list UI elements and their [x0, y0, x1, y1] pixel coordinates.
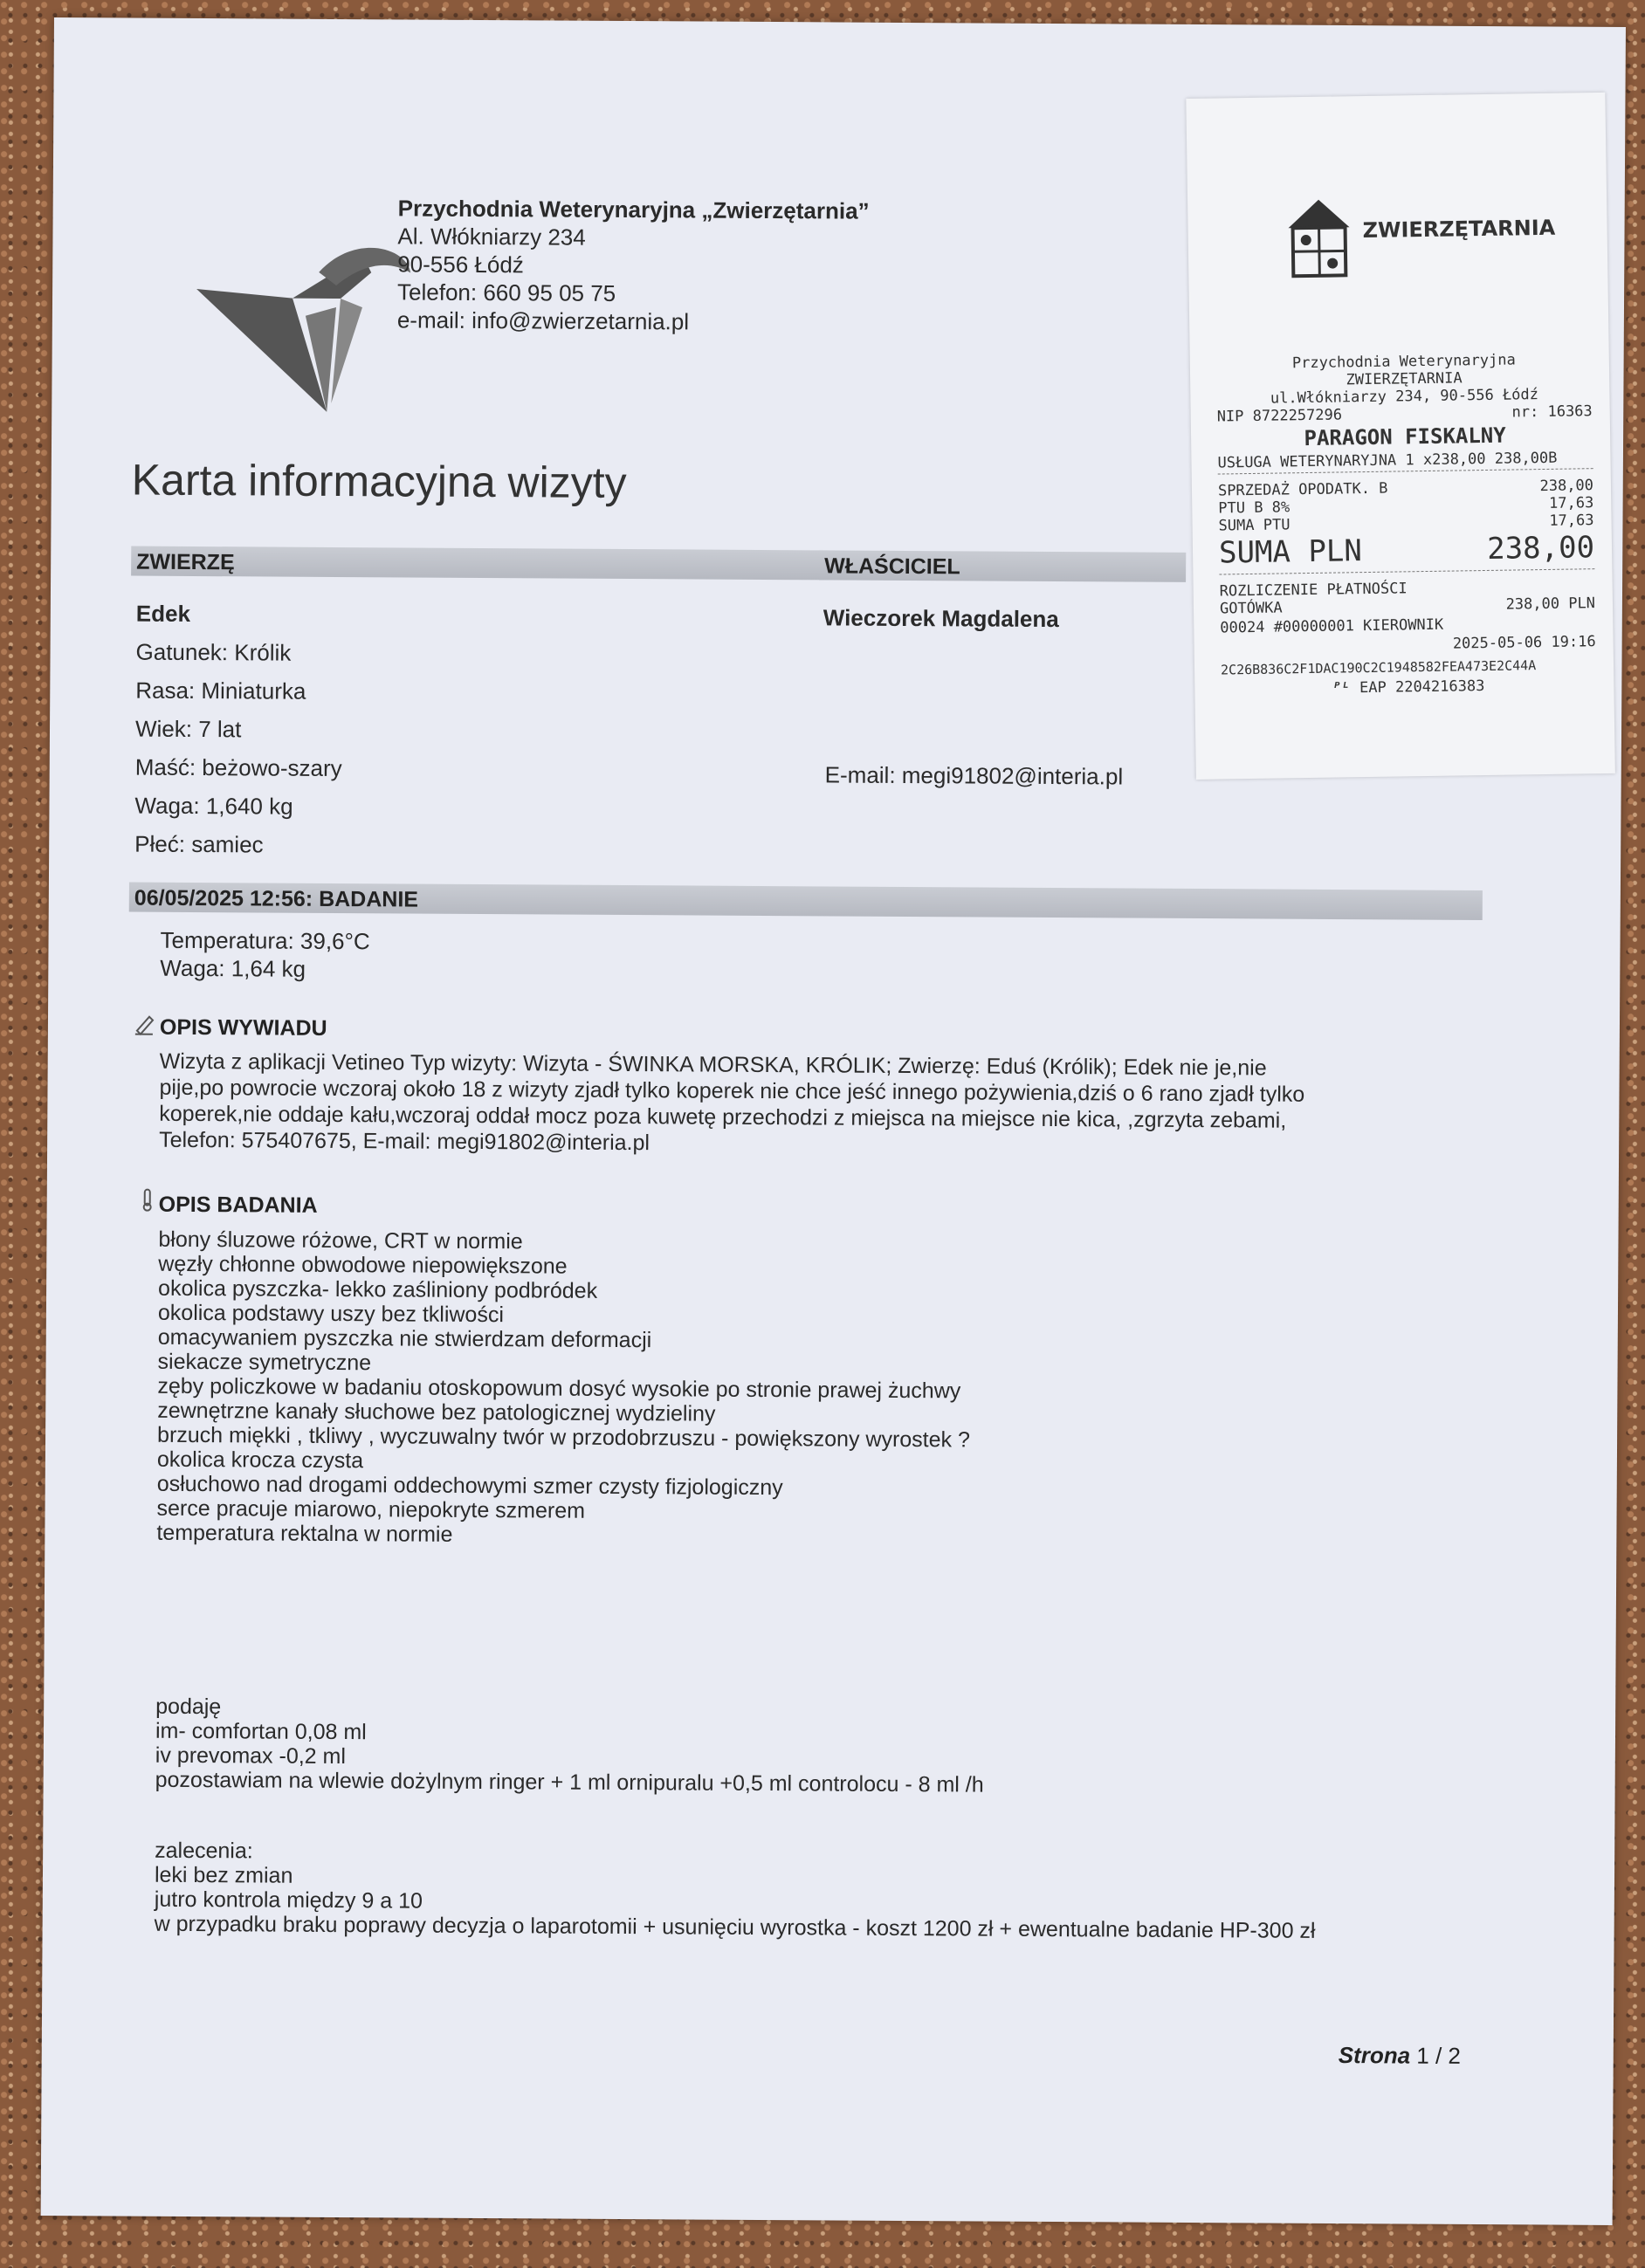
finding-line: błony śluzowe różowe, CRT w normie [158, 1227, 523, 1254]
animal-header-bar [131, 546, 829, 581]
finding-line: okolica podstawy uszy bez tkliwości [157, 1300, 505, 1328]
receipt-brand: ZWIERZĘTARNIA [1362, 215, 1556, 244]
clinic-phone: Telefon: 660 95 05 75 [396, 278, 616, 306]
treatment-line: podaję [155, 1694, 222, 1720]
receipt-cash-value: 238,00 PLN [1505, 594, 1596, 614]
receipt-line: ul.Włókniarzy 234, 90-556 Łódź [1270, 386, 1539, 408]
exam-header: 06/05/2025 12:56: BADANIE [134, 885, 419, 912]
receipt-line: ZWIERZĘTARNIA [1346, 369, 1463, 389]
page-label: Strona [1338, 2042, 1411, 2069]
animal-header: ZWIERZĘ [136, 549, 235, 575]
finding-line: okolica pyszczka- lekko zaśliniony podbródek [158, 1275, 598, 1303]
clinic-bird-logo-icon [187, 237, 415, 430]
finding-line: siekacze symetryczne [157, 1349, 372, 1376]
receipt-item: USŁUGA WETERYNARYJNA 1 x238,00 238,00B [1217, 449, 1558, 472]
receipt-hash: 2C26B836C2F1DAC190C2C1948582FEA473E2C44A [1220, 657, 1537, 678]
exam-vitals [160, 926, 370, 983]
owner-header: WŁAŚCICIEL [824, 553, 960, 580]
finding-line: zęby policzkowe w badaniu otoskopowum dosyć wysokie po stronie prawej żuchwy [157, 1373, 961, 1404]
receipt-title: PARAGON FISKALNY [1304, 423, 1506, 451]
receipt-eap-row [1221, 676, 1596, 698]
treatment-block [155, 1694, 1483, 1800]
house-animals-logo-icon [1284, 192, 1354, 280]
animal-species: Gatunek: Królik [135, 638, 292, 666]
animal-age: Wiek: 7 lat [134, 715, 242, 743]
recommendation-line: zalecenia: [155, 1838, 253, 1864]
treatment-line: im- comfortan 0,08 ml [155, 1718, 367, 1745]
finding-line: okolica krocza czysta [156, 1447, 364, 1474]
finding-line: brzuch miękki , tkliwy , wyczuwalny twór w przodobrzuszu - powiększony wyrostek ? [156, 1422, 971, 1453]
treatment-line: pozostawiam na wlewie dożylnym ringer + 1 ml ornipuralu +0,5 ml controlocu - 8 ml /h [155, 1767, 984, 1797]
animal-details [134, 594, 343, 864]
owner-name: Wieczorek Magdalena [822, 604, 1059, 633]
interview-line: koperek,nie oddaje kału,wczoraj oddał mocz poza kuwetę przechodzi z miejsca na miejsce nie kica, ,zgrzyta zebami, [159, 1101, 1287, 1133]
interview-line: Telefon: 575407675, E-mail: megi91802@interia.pl [159, 1127, 650, 1156]
finding-line: serce pracuje miarowo, niepokryte szmerem [156, 1495, 586, 1523]
page-number: 1 / 2 [1416, 2042, 1462, 2069]
receipt-eap: EAP 2204216383 [1359, 677, 1485, 698]
finding-line: zewnętrzne kanały słuchowe bez patologicznej wydzieliny [157, 1398, 716, 1426]
exam-temperature: Temperatura: 39,6°C [160, 926, 370, 955]
receipt-settlement: ROZLICZENIE PŁATNOŚCI [1219, 580, 1408, 601]
receipt-nip: NIP 8722257296 [1216, 406, 1343, 426]
interview-line: Wizyta z aplikacji Vetineo Typ wizyty: Wizyta - ŚWINKA MORSKA, KRÓLIK; Zwierzę: Eduś (Królik); Edek nie je,nie [159, 1048, 1267, 1081]
receipt-datetime: 2025-05-06 19:16 [1452, 633, 1596, 653]
receipt-ptu-label: PTU B 8% [1218, 498, 1291, 518]
finding-line: temperatura rektalna w normie [156, 1520, 453, 1547]
receipt-suma-ptu-label: SUMA PTU [1218, 516, 1291, 535]
treatment-line: iv prevomax -0,2 ml [155, 1742, 347, 1770]
fiscal-receipt [1186, 93, 1615, 780]
exam-weight: Waga: 1,64 kg [160, 954, 306, 982]
animal-weight: Waga: 1,640 kg [134, 792, 293, 820]
receipt-sale-value: 238,00 [1539, 477, 1594, 496]
thermometer-icon [139, 1188, 156, 1213]
receipt-total-value: 238,00 [1486, 530, 1595, 567]
finding-line: osłuchowo nad drogami oddechowymi szmer czysty fizjologiczny [156, 1471, 783, 1501]
receipt-suma-ptu-value: 17,63 [1549, 512, 1594, 530]
owner-email: E-mail: megi91802@interia.pl [824, 761, 1124, 790]
receipt-cashier: 00024 #00000001 KIEROWNIK [1220, 615, 1444, 637]
examination-findings [156, 1227, 1485, 1553]
finding-line: węzły chłonne obwodowe niepowiększone [158, 1251, 568, 1279]
receipt-ptu-value: 17,63 [1548, 494, 1594, 512]
pen-icon [134, 1014, 156, 1036]
interview-header: OPIS WYWIADU [159, 1014, 327, 1041]
document-sheet [41, 17, 1626, 2225]
recommendation-line: jutro kontrola między 9 a 10 [154, 1887, 423, 1914]
examination-header: OPIS BADANIA [158, 1192, 318, 1218]
recommendations-block [155, 1838, 1552, 1945]
interview-text [159, 1048, 1487, 1161]
exam-header-bar [129, 883, 1483, 920]
receipt-line: Przychodnia Weterynaryjna [1291, 351, 1516, 373]
finding-line: omacywaniem pyszczka nie stwierdzam deformacji [157, 1324, 652, 1353]
owner-header-bar [819, 550, 1186, 582]
clinic-header [397, 194, 870, 336]
animal-name: Edek [135, 600, 191, 627]
recommendation-line: w przypadku braku poprawy decyzja o laparotomii + usunięciu wyrostka - koszt 1200 zł + ewentualne badanie HP-300 zł [154, 1911, 1316, 1943]
clinic-city: 90-556 Łódź [397, 251, 524, 278]
animal-color: Maść: beżowo-szary [134, 753, 342, 782]
document-title: Karta informacyjna wizyty [131, 455, 627, 508]
clinic-name: Przychodnia Weterynaryjna „Zwierzętarnia” [397, 195, 870, 224]
clinic-email: e-mail: info@zwierzetarnia.pl [396, 306, 690, 335]
receipt-total-row [1218, 530, 1595, 571]
animal-sex: Płeć: samiec [134, 830, 264, 858]
recommendation-line: leki bez zmian [154, 1862, 293, 1888]
page-footer [1339, 2042, 1461, 2070]
receipt-total-label: SUMA PLN [1218, 533, 1363, 571]
fiscal-pl-mark-icon: ᴾᴸ [1332, 679, 1351, 698]
animal-breed: Rasa: Miniaturka [135, 677, 306, 704]
receipt-sale-label: SPRZEDAŻ OPODATK. B [1217, 479, 1388, 500]
clinic-street: Al. Włókniarzy 234 [397, 223, 586, 251]
receipt-cash-label: GOTÓWKA [1219, 599, 1283, 618]
receipt-nr: nr: 16363 [1511, 402, 1593, 422]
interview-line: pije,po powrocie wczoraj około 18 z wizyty zjadł tylko koperek nie chce jeść innego pożywienia,dziś o 6 rano zjadł tylko [159, 1075, 1305, 1107]
